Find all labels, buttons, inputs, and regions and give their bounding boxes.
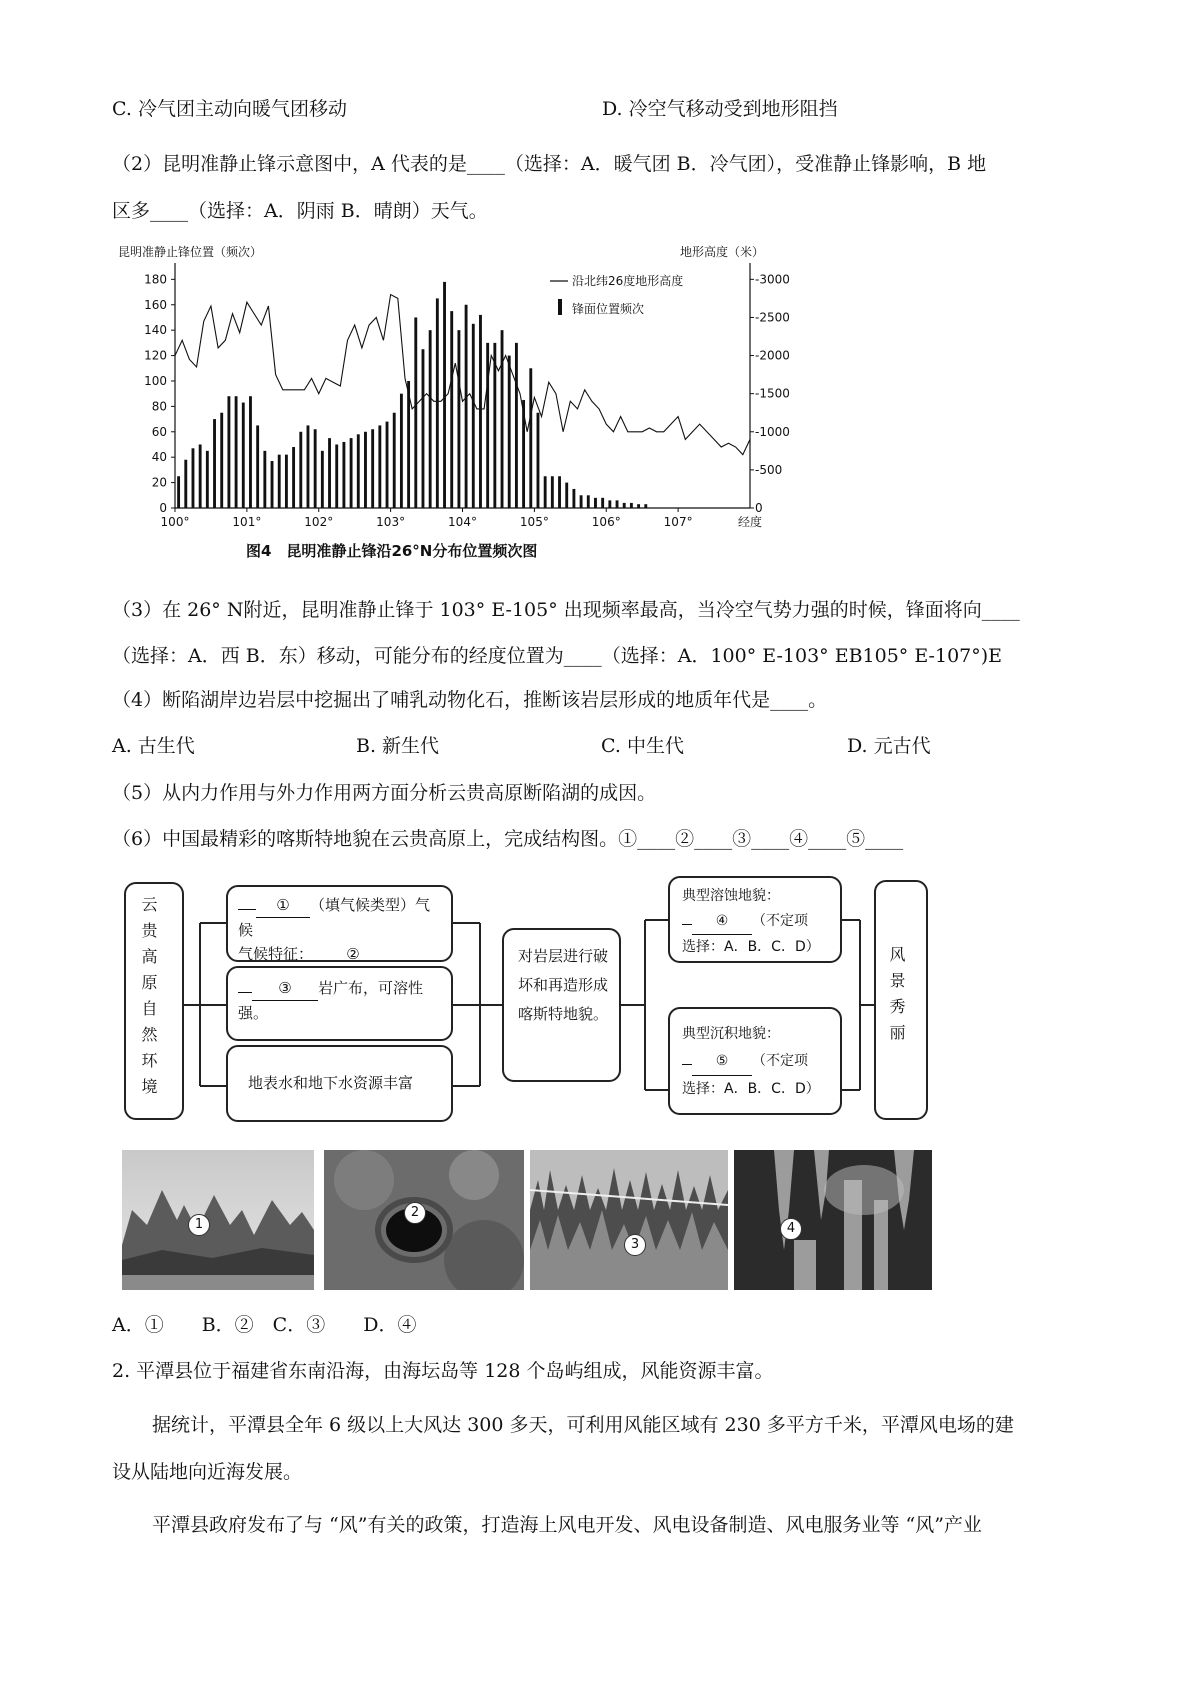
- photo-1-label: 1: [188, 1214, 210, 1236]
- diagram-climate-box: [226, 885, 453, 962]
- legend-bar-label: 锋面位置频次: [572, 302, 645, 316]
- photo-3-label: 3: [624, 1234, 646, 1256]
- question-2-line1: （2）昆明准静止锋示意图中，A 代表的是____（选择：A．暖气团 B．冷气团），受准静止锋影响，B 地: [112, 153, 987, 175]
- x-tick-label: 105°: [519, 515, 549, 529]
- y-left-tick-label: 140: [144, 323, 167, 338]
- diagram-right-text: 风景秀丽: [887, 946, 906, 1050]
- question-next-p3: 平潭县政府发布了与 “风”有关的政策，打造海上风电开发、风电设备制造、风电服务业等 “风”产业: [152, 1514, 982, 1536]
- y-right-tick-label: -1000: [755, 424, 790, 439]
- question-2-line2: 区多____（选择：A．阴雨 B．晴朗）天气。: [112, 200, 488, 222]
- option-c: C. 冷气团主动向暖气团移动: [112, 98, 347, 120]
- diagram-right-box: [874, 880, 928, 1120]
- x-axis-title: 经度: [737, 515, 763, 529]
- y-left-tick-label: 160: [144, 297, 167, 312]
- y-left-tick-label: 60: [151, 424, 167, 439]
- blank-3-label: ③: [252, 976, 318, 1001]
- question-6-options: A．① B．② C．③ D．④: [112, 1314, 417, 1336]
- y-right-tick-label: -500: [755, 462, 783, 477]
- climate-type-hint: （填气候类型）气候: [238, 896, 431, 939]
- y-left-tick-label: 100: [144, 373, 167, 388]
- photo-2-label: 2: [404, 1202, 426, 1224]
- photo-4-cave-stalactites: [734, 1150, 932, 1290]
- y-left-tick-label: 80: [151, 399, 167, 414]
- y-left-tick-label: 40: [151, 450, 167, 465]
- question-4-stem: （4）断陷湖岸边岩层中挖掘出了哺乳动物化石，推断该岩层形成的地质年代是____。: [112, 689, 828, 711]
- water-resources-text: 地表水和地下水资源丰富: [248, 1074, 414, 1092]
- photo-4-label: 4: [780, 1218, 802, 1240]
- question-5-stem: （5）从内力作用与外力作用两方面分析云贵高原断陷湖的成因。: [112, 782, 657, 804]
- y-left-tick-label: 120: [144, 348, 167, 363]
- question-6-stem: （6）中国最精彩的喀斯特地貌在云贵高原上，完成结构图。①____②____③____④____⑤____: [112, 828, 904, 850]
- dissolution-options: 选择：A．B．C．D）: [682, 939, 820, 955]
- y-right-tick-label: -2000: [755, 348, 790, 363]
- dissolution-title: 典型溶蚀地貌：: [682, 888, 780, 904]
- rock-hint: 岩广布，可溶性: [318, 979, 424, 997]
- question-3-line2: （选择：A．西 B．东）移动，可能分布的经度位置为____（选择：A．100° E-103° EB105° E-107°)E: [112, 645, 1003, 667]
- question-next-p2-line1: 据统计，平潭县全年 6 级以上大风达 300 多天，可利用风能区域有 230 多平方千米，平潭风电场的建: [152, 1414, 1014, 1436]
- legend-line-label: 沿北纬26度地形高度: [572, 274, 684, 288]
- photo-2-sinkhole: [324, 1150, 524, 1290]
- y-right-tick-label: -2500: [755, 310, 790, 325]
- question-4-option-d: D. 元古代: [847, 735, 931, 757]
- y-left-tick-label: 20: [151, 475, 167, 490]
- diagram-water-box: [226, 1045, 453, 1122]
- x-tick-label: 106°: [591, 515, 621, 529]
- diagram-rock-box: [226, 966, 453, 1041]
- x-tick-label: 101°: [232, 515, 262, 529]
- karst-process-text: 对岩层进行破坏和再造形成喀斯特地貌。: [518, 947, 609, 1023]
- y-right-tick-label: 0: [755, 501, 763, 515]
- deposition-title: 典型沉积地貌：: [682, 1026, 780, 1042]
- blank-4-label: ④: [692, 909, 752, 935]
- y-left-tick-label: 180: [144, 272, 167, 287]
- deposition-hint: （不定项: [752, 1053, 808, 1069]
- dissolution-hint: （不定项: [752, 913, 808, 929]
- climate-feature-label: 气候特征：: [238, 945, 314, 963]
- deposition-options: 选择：A．B．C．D）: [682, 1081, 820, 1097]
- x-tick-label: 103°: [376, 515, 406, 529]
- question-4-option-c: C. 中生代: [601, 735, 684, 757]
- y-left-title: 昆明准静止锋位置（频次）: [118, 245, 263, 259]
- x-tick-label: 100°: [160, 515, 190, 529]
- question-3-line1: （3）在 26° N附近，昆明准静止锋于 103° E-105° 出现频率最高，当冷空气势力强的时候，锋面将向____: [112, 599, 1020, 621]
- blank-2-label: ②: [313, 942, 393, 967]
- question-4-option-a: A. 古生代: [112, 735, 195, 757]
- x-tick-label: 104°: [448, 515, 477, 529]
- blank-1-label: ①: [256, 893, 310, 918]
- diagram-left-text: 云贵高原自然环境: [139, 896, 158, 1104]
- diagram-dissolution-box: [668, 876, 842, 963]
- y-left-tick-label: 0: [159, 501, 167, 515]
- diagram-deposition-box: [668, 1007, 842, 1115]
- y-right-tick-label: -3000: [755, 272, 790, 287]
- x-tick-label: 102°: [304, 515, 334, 529]
- y-right-title: 地形高度（米）: [680, 245, 765, 259]
- question-next-p1: 2. 平潭县位于福建省东南沿海，由海坛岛等 128 个岛屿组成，风能资源丰富。: [112, 1360, 774, 1382]
- question-next-p2-line2: 设从陆地向近海发展。: [112, 1461, 303, 1483]
- y-right-tick-label: -1500: [755, 386, 790, 401]
- photo-1-peak-forest: [122, 1150, 314, 1290]
- diagram-left-box: [124, 882, 184, 1120]
- diagram-center-box: [502, 928, 621, 1082]
- option-d: D. 冷空气移动受到地形阻挡: [602, 98, 838, 120]
- x-tick-label: 107°: [663, 515, 693, 529]
- chart-title: 图4 昆明准静止锋沿26°N分布位置频次图: [246, 542, 538, 560]
- blank-5-label: ⑤: [692, 1048, 752, 1076]
- photo-3-stone-forest: [530, 1150, 728, 1290]
- question-4-option-b: B. 新生代: [356, 735, 440, 757]
- rock-hint-line2: 强。: [238, 1004, 269, 1022]
